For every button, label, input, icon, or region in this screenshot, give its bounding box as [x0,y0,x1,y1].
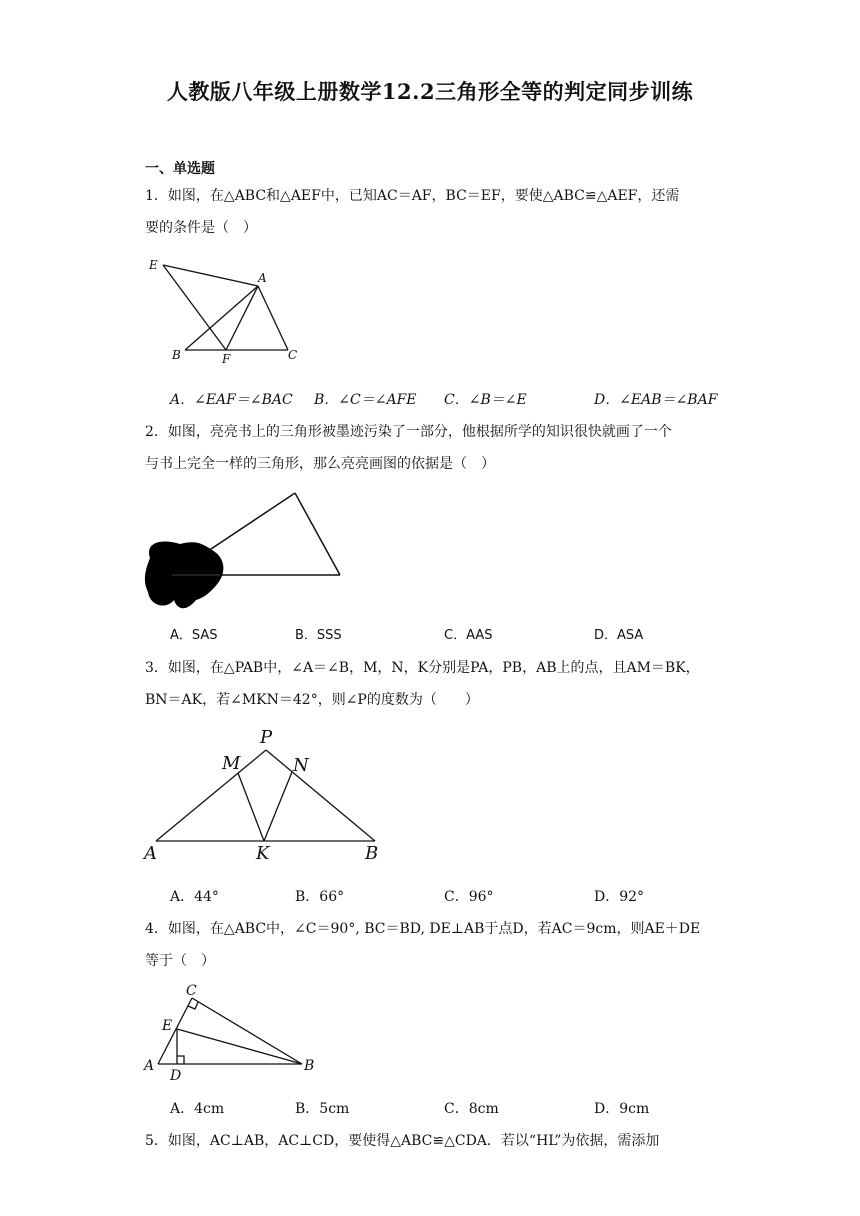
label-C: C [186,983,197,999]
question-5 [145,1125,717,1157]
question-1-line1: 1．如图，在△ABC和△AEF中，已知AC＝AF，BC＝EF，要使△ABC≌△AEF，还需 [145,188,680,204]
option-c[interactable]: C．AAS [444,628,493,643]
question-3-options [170,886,730,906]
label-N: N [293,755,309,776]
label-B: B [304,1058,315,1074]
option-b[interactable]: B．66° [295,889,345,905]
question-3-line1: 3．如图，在△PAB中，∠A＝∠B，M，N，K分别是PA，PB，AB上的点，且AM＝BK， [145,660,700,676]
label-K: K [256,843,270,864]
option-a[interactable]: A．∠EAF＝∠BAC [170,392,293,408]
label-A: A [258,271,267,285]
label-C: C [288,348,298,362]
label-A: A [144,843,157,864]
label-F: F [222,352,231,366]
option-a[interactable]: A．SAS [170,628,218,643]
question-3-figure [140,725,390,865]
label-D: D [170,1068,182,1084]
option-b[interactable]: B．5cm [295,1101,350,1117]
label-E: E [149,258,158,272]
option-d[interactable]: D．9cm [594,1101,650,1117]
question-4-line2: 等于（ ） [145,953,215,969]
question-4-options [170,1098,730,1118]
label-P: P [260,727,273,748]
label-B: B [172,348,181,362]
question-2-line2: 与书上完全一样的三角形，那么亮亮画图的依据是（ ） [145,456,495,472]
question-1 [145,180,717,244]
option-a[interactable]: A．4cm [170,1101,225,1117]
option-a[interactable]: A．44° [170,889,219,905]
question-1-line2: 要的条件是（ ） [145,220,257,236]
option-d[interactable]: D．92° [594,889,645,905]
label-M: M [222,753,241,774]
question-1-options [170,389,730,409]
page-title: 人教版八年级上册数学12.2三角形全等的判定同步训练 [166,79,694,104]
question-4 [145,913,717,977]
question-4-figure [140,982,330,1082]
question-3-line2: BN＝AK，若∠MKN＝42°，则∠P的度数为（ ） [145,692,479,708]
question-4-line1: 4．如图，在△ABC中，∠C＝90°, BC＝BD, DE⊥AB于点D，若AC＝9cm，则AE＋DE [145,921,701,937]
question-2-line1: 2．如图，亮亮书上的三角形被墨迹污染了一部分，他根据所学的知识很快就画了一个 [145,424,672,440]
option-c[interactable]: C．∠B＝∠E [444,392,527,408]
label-E: E [162,1018,173,1034]
option-b[interactable]: B．∠C＝∠AFE [314,392,417,408]
option-c[interactable]: C．96° [444,889,494,905]
question-5-line1: 5．如图，AC⊥AB，AC⊥CD，要使得△ABC≌△CDA．若以“HL”为依据，需添加 [145,1133,660,1149]
question-3 [145,652,717,716]
label-A: A [144,1058,155,1074]
option-d[interactable]: D．ASA [594,628,644,643]
question-2-options [170,624,730,644]
option-c[interactable]: C．8cm [444,1101,499,1117]
option-b[interactable]: B．SSS [295,628,342,643]
label-B: B [365,843,379,864]
option-d[interactable]: D．∠EAB＝∠BAF [594,392,718,408]
section-heading: 一、单选题 [145,161,215,177]
question-1-figure [145,255,325,370]
question-2 [145,416,717,480]
question-2-figure [140,488,350,618]
